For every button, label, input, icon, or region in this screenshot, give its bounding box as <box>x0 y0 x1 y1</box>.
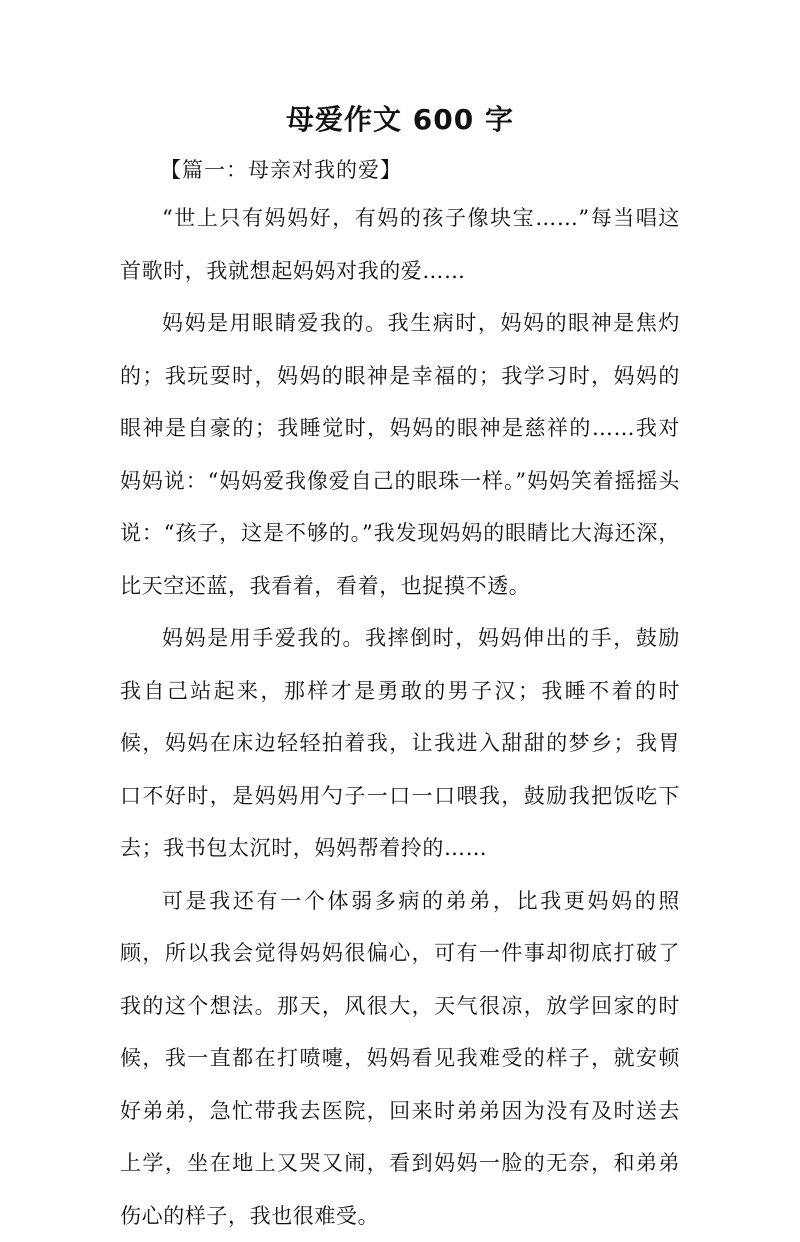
section-heading: 【篇一：母亲对我的爱】 <box>0 150 800 190</box>
paragraph-3: 妈妈是用手爱我的。我摔倒时，妈妈伸出的手，鼓励我自己站起来，那样才是勇敢的男子汉；我睡不着的时候，妈妈在床边轻轻拍着我，让我进入甜甜的梦乡；我胃口不好时，是妈妈用勺子一口一口喂我，鼓励我把饭吃下去；我书包太沉时，妈妈帮着拎的…… <box>120 612 680 875</box>
paragraph-2: 妈妈是用眼睛爱我的。我生病时，妈妈的眼神是焦灼的；我玩耍时，妈妈的眼神是幸福的；我学习时，妈妈的眼神是自豪的；我睡觉时，妈妈的眼神是慈祥的……我对妈妈说：“妈妈爱我像爱自己的眼珠一样。”妈妈笑着摇摇头说：“孩子，这是不够的。”我发现妈妈的眼睛比大海还深，比天空还蓝，我看着，看着，也捉摸不透。 <box>120 297 680 612</box>
document-title: 母爱作文 600 字 <box>0 96 800 144</box>
document-body <box>120 192 680 1242</box>
paragraph-4: 可是我还有一个体弱多病的弟弟，比我更妈妈的照顾，所以我会觉得妈妈很偏心，可有一件事却彻底打破了我的这个想法。那天，风很大，天气很凉，放学回家的时候，我一直都在打喷嚏，妈妈看见我难受的样子，就安顿好弟弟，急忙带我去医院，回来时弟弟因为没有及时送去上学，坐在地上又哭又闹，看到妈妈一脸的无奈，和弟弟伤心的样子，我也很难受。 <box>120 875 680 1242</box>
paragraph-1: “世上只有妈妈好，有妈的孩子像块宝……”每当唱这首歌时，我就想起妈妈对我的爱…… <box>120 192 680 297</box>
